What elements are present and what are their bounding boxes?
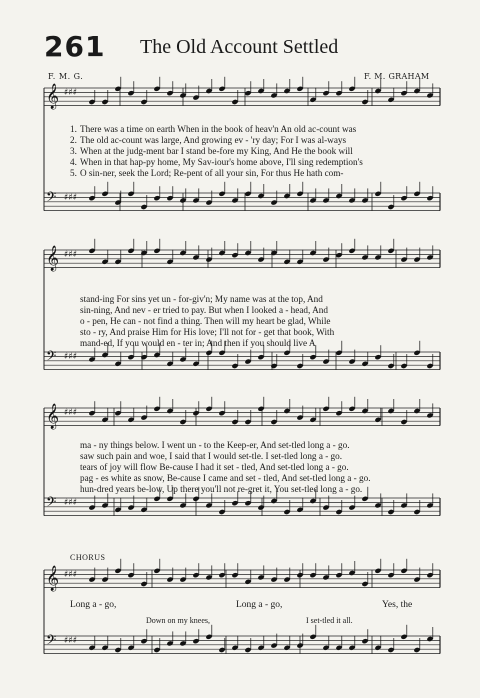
key-signature-icon: ♯♯♯	[64, 408, 78, 418]
chorus-lyric-3: Yes, the	[382, 600, 413, 610]
bass-clef-icon: 𝄢	[46, 348, 57, 367]
key-signature-icon: ♯♯♯	[64, 88, 78, 98]
verse-text: tears of joy will flow Be-cause I had it set - tled, And set-tled long a - go.	[80, 462, 349, 472]
verse-lyrics-system-2	[70, 294, 442, 349]
key-signature-icon: ♯♯♯	[64, 193, 78, 203]
verse-text: o - pen, He can - not find a thing. Then will my heart be glad, While	[80, 316, 331, 326]
chorus-lyric-2: Long a - go,	[236, 600, 283, 610]
verse-text: saw such pain and woe, I said that I would set-tle. I set-tled long a - go.	[80, 451, 343, 461]
chorus-bass-lyric-1: Down on my knees,	[146, 616, 210, 625]
verse-text: When at the judg-ment bar I stand be-fore my King, And He the book will	[80, 146, 353, 156]
verse-number	[70, 484, 80, 495]
key-signature-icon: ♯♯♯	[64, 250, 78, 260]
verse-number	[70, 451, 80, 462]
chorus-label: CHORUS	[70, 553, 106, 562]
hymn-title: The Old Account Settled	[140, 36, 339, 58]
key-signature-icon: ♯♯♯	[64, 636, 78, 646]
lyric-line	[70, 124, 442, 135]
verse-text: pag - es white as snow, Be-cause I came and set - tled, And set-tled long a - go.	[80, 473, 371, 483]
verse-number: 5.	[70, 168, 77, 178]
lyric-line	[70, 462, 442, 473]
lyric-line	[70, 473, 442, 484]
verse-text: When in that hap-py home, My Sav-iour's home above, I'll sing redemption's	[80, 157, 363, 167]
lyric-line	[70, 305, 442, 316]
treble-clef-icon: 𝄞	[46, 246, 60, 271]
verse-text: sin-ning, And nev - er tried to pay. But when I looked a - head, And	[80, 305, 328, 315]
verse-text: stand-ing For sins yet un - for-giv'n; My name was at the top, And	[80, 294, 323, 304]
lyric-line	[70, 440, 442, 451]
lyric-line	[70, 157, 442, 168]
hymn-number: 261	[44, 30, 106, 63]
verse-lyrics-system-1	[70, 124, 442, 179]
verse-number	[70, 316, 80, 327]
lyric-line	[70, 146, 442, 157]
verse-text: There was a time on earth When in the book of heav'n An old ac-count was	[80, 124, 357, 134]
verse-text: sto - ry, And praise Him for His love; I'll not for - get that book, With	[80, 327, 335, 337]
key-signature-icon: ♯♯♯	[64, 570, 78, 580]
verse-text: ma - ny things below. I went un - to the Keep-er, And set-tled long a - go.	[80, 440, 350, 450]
verse-text: mand-ed, If you would en - ter in; And then if you should live A	[80, 338, 316, 348]
lyric-line	[70, 316, 442, 327]
lyric-line	[70, 451, 442, 462]
bass-clef-icon: 𝄢	[46, 632, 57, 651]
lyric-line	[70, 135, 442, 146]
composer-credit: F. M. GRAHAM	[364, 72, 430, 81]
verse-number	[70, 294, 80, 305]
chorus-bass-lyric-2: I set-tled it all.	[306, 616, 353, 625]
verse-number	[70, 305, 80, 316]
verse-number	[70, 327, 80, 338]
verse-number	[70, 473, 80, 484]
lyric-line	[70, 484, 442, 495]
verse-number: 3.	[70, 146, 77, 156]
verse-text: hun-dred years be-low, Up there you'll not re-gret it, You set-tled long a - go.	[80, 484, 363, 494]
chorus-lyric-1: Long a - go,	[70, 600, 117, 610]
key-signature-icon: ♯♯♯	[64, 498, 78, 508]
verse-number	[70, 462, 80, 473]
verse-lyrics-system-3	[70, 440, 442, 495]
lyricist-credit: F. M. G.	[48, 72, 84, 81]
bass-clef-icon: 𝄢	[46, 494, 57, 513]
key-signature-icon: ♯♯♯	[64, 352, 78, 362]
verse-number: 4.	[70, 157, 77, 167]
treble-clef-icon: 𝄞	[46, 566, 60, 591]
lyric-line	[70, 327, 442, 338]
verse-number: 1.	[70, 124, 77, 134]
verse-number	[70, 338, 80, 349]
treble-clef-icon: 𝄞	[46, 84, 60, 109]
verse-text: The old ac-count was large, And growing ev - 'ry day; For I was al-ways	[80, 135, 347, 145]
lyric-line	[70, 338, 442, 349]
verse-text: O sin-ner, seek the Lord; Re-pent of all your sin, For thus He hath com-	[80, 168, 344, 178]
verse-number: 2.	[70, 135, 77, 145]
treble-clef-icon: 𝄞	[46, 404, 60, 429]
lyric-line	[70, 168, 442, 179]
bass-clef-icon: 𝄢	[46, 189, 57, 208]
verse-number	[70, 440, 80, 451]
lyric-line	[70, 294, 442, 305]
